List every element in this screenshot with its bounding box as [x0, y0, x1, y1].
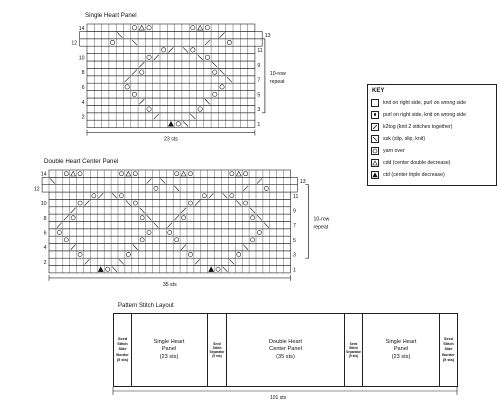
- row-number-left: 2: [81, 114, 85, 121]
- key-item-ssk: [371, 134, 425, 143]
- chart-row: [49, 207, 291, 214]
- key-item-yarn-over: [371, 146, 405, 155]
- layout-box-label: Seed Stitch Side Border (5 sts): [442, 337, 455, 362]
- row-number-left: 12: [33, 186, 40, 193]
- layout-total-stitches: 101 sts: [270, 395, 287, 401]
- key-label: cdd (center double decrease): [383, 159, 451, 166]
- key-item-purl: [371, 110, 466, 119]
- chart-row: [49, 170, 291, 177]
- key-label: ssk (slip, slip, knit): [383, 135, 426, 142]
- layout-seed-separator-left: [208, 313, 227, 387]
- chart-row: [80, 39, 263, 46]
- layout-box-label: Seed Stitch Separator (5 sts): [209, 341, 225, 359]
- row-number-left: 6: [43, 230, 47, 237]
- row-number-left: 6: [81, 84, 85, 91]
- key-item-k2tog: [371, 122, 453, 131]
- chart-row: [49, 229, 291, 236]
- repeat-label: repeat: [269, 78, 285, 85]
- key-label: k2tog (knit 2 stitches together): [383, 123, 453, 130]
- width-label: 35 sts: [162, 281, 177, 288]
- repeat-bracket: [306, 185, 309, 259]
- row-number-right: 5: [257, 92, 261, 99]
- layout-box-label: Seed Stitch Separator (5 sts): [346, 341, 361, 359]
- row-number-left: 4: [43, 245, 47, 252]
- row-number-left: 8: [43, 215, 47, 222]
- row-number-right: 3: [257, 107, 261, 114]
- chart-row: [49, 236, 291, 243]
- chart-row: [87, 83, 255, 90]
- yarn-over-circle-icon: [371, 147, 379, 155]
- chart-row: [87, 61, 255, 68]
- key-label: yarn over: [383, 147, 405, 154]
- key-label: ctd (center triple decrease): [383, 171, 445, 178]
- double-heart-title: Double Heart Center Panel: [44, 158, 119, 165]
- chart-row: [49, 258, 291, 265]
- key-panel: [367, 84, 497, 186]
- layout-box-label: Double Heart Center Panel (35 sts): [269, 338, 302, 360]
- row-number-left: 10: [40, 201, 47, 208]
- key-label: purl on right side, knit on wrong side: [383, 111, 467, 118]
- chart-row: [49, 251, 291, 258]
- chart-row: [42, 185, 297, 192]
- row-number-right: 13: [299, 179, 306, 186]
- cdd-triangle-icon: [371, 159, 379, 167]
- chart-row: [49, 199, 291, 206]
- row-number-right: 9: [257, 62, 261, 69]
- knit-symbol-icon: [371, 99, 379, 107]
- purl-dot-icon: [371, 111, 379, 119]
- row-number-right: 5: [293, 237, 296, 244]
- layout-title: Pattern Stitch Layout: [118, 303, 174, 309]
- row-number-left: 2: [43, 259, 47, 266]
- row-number-right: 7: [257, 77, 261, 84]
- chart-row: [87, 113, 255, 120]
- single-heart-title: Single Heart Panel: [85, 12, 137, 19]
- row-number-left: 12: [71, 40, 78, 47]
- layout-seed-separator-right: [345, 313, 363, 387]
- chart-row: [49, 244, 291, 251]
- key-item-ctd: [371, 170, 445, 179]
- row-number-right: 1: [293, 267, 296, 274]
- row-number-right: 11: [293, 193, 299, 200]
- chart-row: [87, 91, 255, 98]
- key-item-cdd: [371, 158, 450, 167]
- key-label: knit on right side, purl on wrong side: [383, 99, 467, 106]
- chart-row: [87, 105, 255, 112]
- chart-row: [49, 192, 291, 199]
- chart-row: [87, 68, 255, 75]
- row-number-right: 7: [293, 223, 296, 230]
- row-number-left: 4: [81, 99, 85, 106]
- width-label: 23 sts: [164, 136, 178, 143]
- row-number-right: 11: [257, 47, 263, 54]
- row-number-left: 14: [78, 25, 85, 32]
- chart-row: [49, 214, 291, 221]
- row-number-left: 10: [78, 55, 85, 62]
- row-number-right: 3: [293, 252, 296, 259]
- key-title: KEY: [372, 88, 385, 94]
- layout-single-heart-right: [363, 313, 440, 387]
- key-item-knit: [371, 98, 466, 107]
- chart-row: [49, 266, 291, 273]
- row-number-right: 9: [293, 208, 296, 215]
- layout-single-heart-left: [131, 313, 208, 387]
- repeat-label: 10-row: [313, 216, 330, 223]
- row-number-left: 8: [81, 70, 85, 77]
- row-number-right: 1: [257, 121, 261, 128]
- layout-box-label: Single Heart Panel (23 sts): [385, 338, 417, 360]
- repeat-label: repeat: [313, 224, 329, 231]
- ctd-triangle-icon: [371, 171, 379, 179]
- chart-row: [87, 98, 255, 105]
- repeat-label: 10-row: [269, 70, 286, 77]
- layout-box-label: Single Heart Panel (23 sts): [153, 338, 185, 360]
- k2tog-slash-icon: [371, 123, 379, 131]
- ssk-backslash-icon: [371, 135, 379, 143]
- layout-seed-side-border-left: [113, 313, 132, 387]
- layout-box-label: Seed Stitch Side Border (5 sts): [116, 337, 129, 362]
- chart-row: [87, 24, 255, 31]
- layout-seed-side-border-right: [440, 313, 458, 387]
- layout-double-heart-center: [227, 313, 345, 387]
- row-number-right: 13: [264, 33, 271, 40]
- row-number-left: 14: [40, 171, 47, 178]
- chart-row: [80, 31, 263, 38]
- chart-row: [87, 54, 255, 61]
